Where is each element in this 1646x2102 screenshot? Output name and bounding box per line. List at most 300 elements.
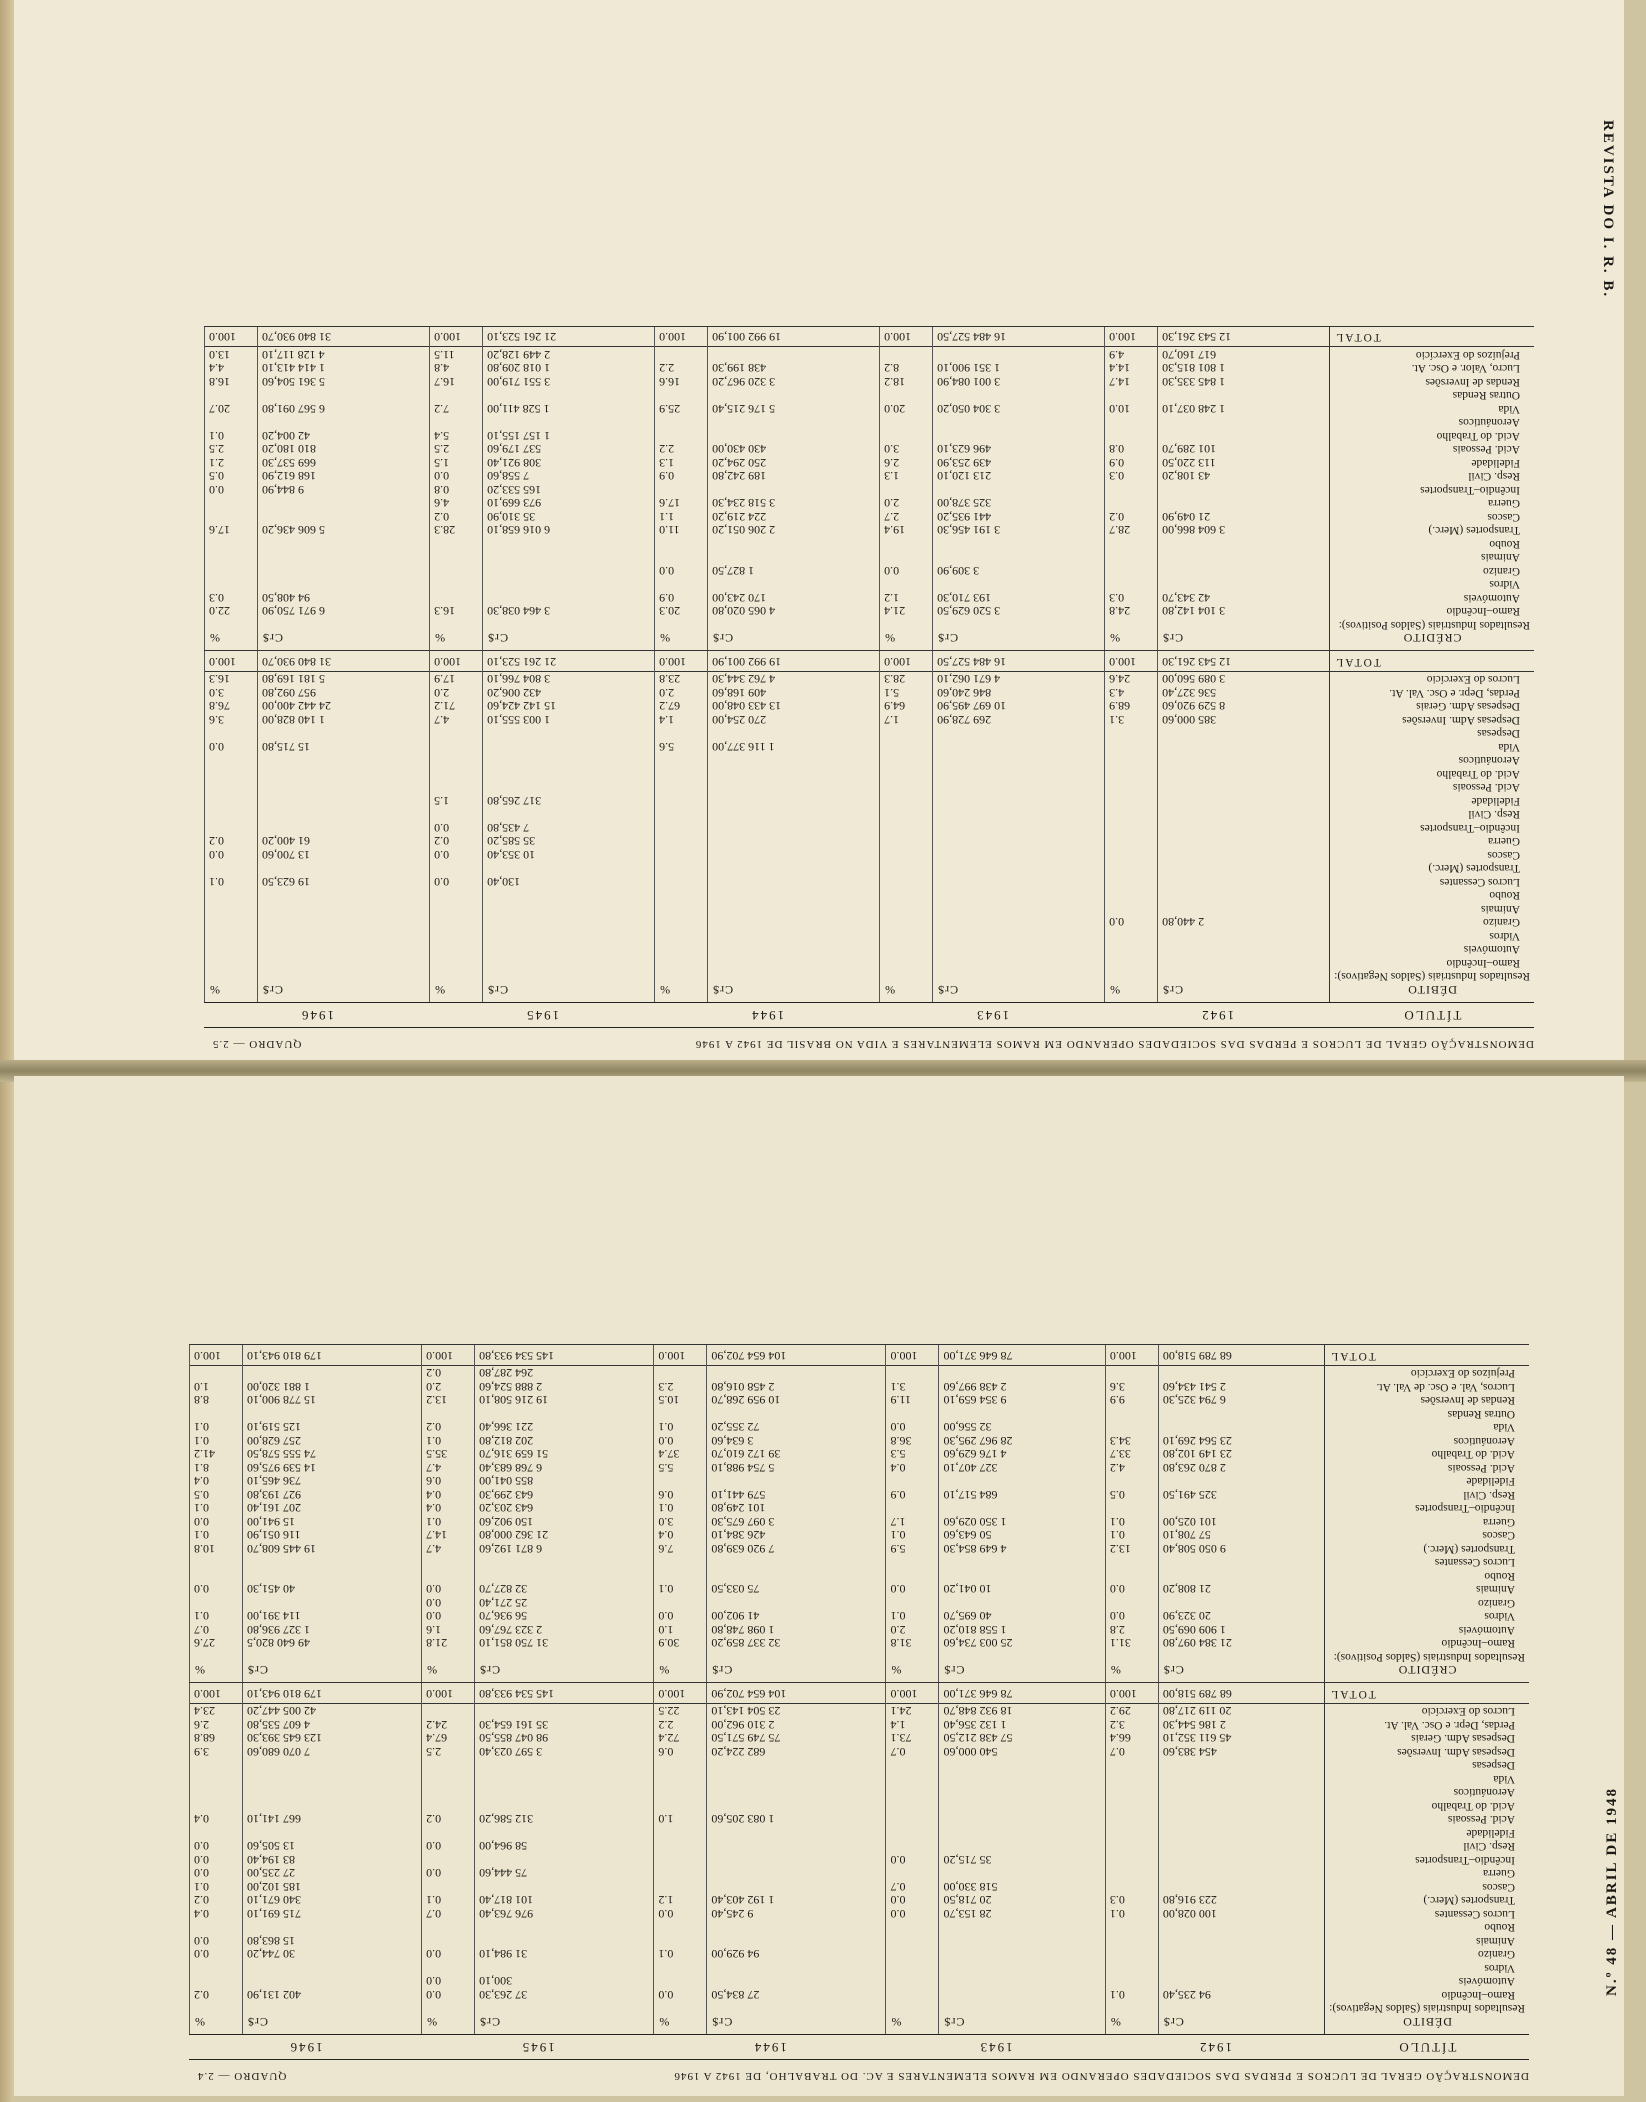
value-cell	[258, 956, 430, 970]
table-row	[190, 1461, 1530, 1475]
row-label: Transportes (Merc.)	[1325, 1542, 1529, 1556]
value-cell	[1158, 794, 1330, 808]
pct-cell: 2.2	[655, 442, 708, 456]
pct-cell: 20.0	[880, 402, 933, 416]
pct-cell: 0.1	[190, 1528, 243, 1542]
pct-cell	[1105, 780, 1158, 794]
pct-cell	[655, 726, 708, 740]
pct-cell	[1105, 1501, 1158, 1515]
pct-cell	[1105, 1947, 1158, 1961]
row-label: Vidros	[1330, 929, 1534, 943]
pct-cell: 0.0	[430, 469, 483, 483]
empty-cell	[708, 618, 880, 632]
value-cell	[483, 902, 655, 916]
pct-cell	[654, 1920, 707, 1934]
row-label: Animais	[1325, 1582, 1529, 1596]
value-cell: 30 744,20	[243, 1947, 422, 1961]
empty-cell	[243, 1650, 422, 1664]
pct-cell: 0.8	[1105, 442, 1158, 456]
pct-cell	[880, 388, 933, 402]
pct-cell	[422, 1555, 475, 1569]
unit-pct: %	[880, 631, 933, 651]
pct-cell	[205, 902, 258, 916]
value-cell	[708, 767, 880, 781]
total-pct: 100.0	[190, 1683, 243, 1704]
value-cell: 50 643,60	[939, 1528, 1105, 1542]
value-cell: 537 179,60	[483, 442, 655, 456]
pct-cell	[1105, 834, 1158, 848]
value-cell: 438 199,30	[708, 361, 880, 375]
pct-cell: 1.5	[430, 794, 483, 808]
total-value: 21 261 523,10	[483, 651, 655, 672]
value-cell: 3 597 023,40	[475, 1745, 654, 1759]
value-cell: 98 047 855,50	[475, 1731, 654, 1745]
value-cell: 24 442 400,00	[258, 699, 430, 713]
pct-cell	[205, 767, 258, 781]
row-label: Despesas Adm. Inversões	[1325, 1745, 1529, 1759]
value-cell: 94 235,40	[1158, 1988, 1324, 2002]
value-cell	[1158, 1974, 1324, 1988]
value-cell: 250 294,20	[708, 456, 880, 470]
value-cell	[707, 1596, 886, 1610]
pct-cell: 7.2	[430, 402, 483, 416]
row-label: Granizo	[1330, 915, 1534, 929]
value-cell: 20 718,50	[939, 1893, 1105, 1907]
pct-cell: 23.4	[190, 1704, 243, 1718]
pct-cell	[886, 1758, 939, 1772]
empty-cell	[1158, 969, 1330, 983]
table-row	[190, 1447, 1530, 1461]
pct-cell: 0.0	[886, 1420, 939, 1434]
value-cell: 7 070 680,60	[243, 1745, 422, 1759]
pct-cell: 0.7	[1105, 1745, 1158, 1759]
value-cell	[1158, 753, 1330, 767]
value-cell: 3 104 142,80	[1158, 604, 1330, 618]
value-cell: 9 844,90	[258, 483, 430, 497]
table-row	[205, 550, 1535, 564]
value-cell	[1158, 1596, 1324, 1610]
pct-cell	[1105, 1920, 1158, 1934]
total-value: 19 992 001,90	[708, 327, 880, 348]
pct-cell: 0.0	[430, 821, 483, 835]
value-cell	[707, 1799, 886, 1813]
pct-cell	[1105, 1799, 1158, 1813]
year-header-row	[205, 1003, 1535, 1028]
pct-cell	[205, 550, 258, 564]
value-cell: 101 817,40	[475, 1893, 654, 1907]
value-cell: 325 491,50	[1158, 1488, 1324, 1502]
pct-cell	[880, 861, 933, 875]
value-cell	[475, 1758, 654, 1772]
value-cell	[1158, 1880, 1324, 1894]
pct-cell	[654, 1758, 707, 1772]
value-cell	[933, 483, 1105, 497]
year-header: 1942	[1105, 1003, 1330, 1028]
value-cell	[1158, 956, 1330, 970]
value-cell	[1158, 1555, 1324, 1569]
value-cell: 150 902,60	[475, 1515, 654, 1529]
pct-cell: 13.2	[1105, 1542, 1158, 1556]
pct-cell: 2.0	[430, 686, 483, 700]
pct-cell	[880, 753, 933, 767]
total-pct: 100.0	[886, 1345, 939, 1366]
value-cell: 35 715,20	[939, 1853, 1105, 1867]
unit-cr: Cr$	[1158, 631, 1330, 651]
total-value: 78 646 371,00	[939, 1345, 1105, 1366]
value-cell: 32 827,70	[475, 1582, 654, 1596]
pct-cell	[1105, 388, 1158, 402]
pct-cell	[1105, 1839, 1158, 1853]
pct-cell: 37.4	[654, 1447, 707, 1461]
value-cell: 2 870 263,80	[1158, 1461, 1324, 1475]
pct-cell: 0.0	[886, 1893, 939, 1907]
pct-cell: 0.3	[1105, 469, 1158, 483]
table-row	[205, 537, 1535, 551]
pct-cell: 76.8	[205, 699, 258, 713]
pct-cell: 5.9	[886, 1542, 939, 1556]
pct-cell	[422, 1934, 475, 1948]
pct-cell: 68.9	[1105, 699, 1158, 713]
table-row	[205, 496, 1535, 510]
pct-cell: 0.9	[886, 1488, 939, 1502]
value-cell: 101 025,00	[1158, 1515, 1324, 1529]
table-row	[205, 361, 1535, 375]
pct-cell	[205, 807, 258, 821]
unit-pct: %	[1105, 631, 1158, 651]
pct-cell: 4.2	[1105, 1461, 1158, 1475]
total-pct: 100.0	[1105, 1683, 1158, 1704]
value-cell: 193 710,30	[933, 591, 1105, 605]
pct-cell	[1105, 564, 1158, 578]
value-cell	[258, 753, 430, 767]
pct-cell	[880, 888, 933, 902]
value-cell	[243, 1366, 422, 1380]
pct-cell	[205, 821, 258, 835]
table-row	[190, 1988, 1530, 2002]
empty-cell	[1105, 969, 1158, 983]
row-label: Incêndio–Transportes	[1325, 1501, 1529, 1515]
pct-cell	[655, 902, 708, 916]
pct-cell	[654, 1866, 707, 1880]
empty-cell	[205, 618, 258, 632]
pct-cell: 0.1	[1105, 1907, 1158, 1921]
value-cell	[1158, 807, 1330, 821]
empty-cell	[933, 618, 1105, 632]
empty-cell	[190, 1650, 243, 1664]
row-label: Acid. do Trabalho	[1325, 1447, 1529, 1461]
value-cell	[258, 496, 430, 510]
row-label: Acid. Pessoais	[1325, 1461, 1529, 1475]
pct-cell: 0.2	[190, 1988, 243, 2002]
pct-cell: 28.3	[880, 672, 933, 686]
pct-cell	[190, 1826, 243, 1840]
pct-cell: 0.1	[190, 1880, 243, 1894]
value-cell: 1 827,50	[708, 564, 880, 578]
value-cell: 72 355,20	[707, 1420, 886, 1434]
value-cell: 2 206 051,20	[708, 523, 880, 537]
pct-cell	[886, 1474, 939, 1488]
value-cell: 10 697 495,90	[933, 699, 1105, 713]
pct-cell	[886, 1772, 939, 1786]
pct-cell	[422, 1826, 475, 1840]
pct-cell: 1.4	[655, 713, 708, 727]
total-pct: 100.0	[430, 327, 483, 348]
value-cell: 402 131,90	[243, 1988, 422, 2002]
value-cell: 669 537,30	[258, 456, 430, 470]
pct-cell	[886, 1934, 939, 1948]
value-cell: 43 108,20	[1158, 469, 1330, 483]
unit-pct: %	[422, 2015, 475, 2035]
pct-cell: 0.6	[654, 1745, 707, 1759]
value-cell: 1 083 205,60	[707, 1812, 886, 1826]
value-cell: 18 932 848,70	[939, 1704, 1105, 1718]
value-cell	[939, 1961, 1105, 1975]
pct-cell	[654, 1974, 707, 1988]
empty-cell	[422, 2001, 475, 2015]
row-label: Cascos	[1325, 1880, 1529, 1894]
table-row	[190, 1799, 1530, 1813]
pct-cell	[880, 483, 933, 497]
pct-cell: 2.0	[880, 496, 933, 510]
pct-cell	[422, 1772, 475, 1786]
pct-cell	[422, 1704, 475, 1718]
value-cell	[475, 1853, 654, 1867]
total-pct: 100.0	[1105, 1345, 1158, 1366]
year-header: 1946	[190, 2035, 422, 2060]
pct-cell	[655, 388, 708, 402]
unit-cr: Cr$	[707, 2015, 886, 2035]
table-row	[205, 956, 1535, 970]
unit-pct: %	[430, 983, 483, 1003]
value-cell	[939, 1920, 1105, 1934]
value-cell: 75 444,60	[475, 1866, 654, 1880]
value-cell: 35 161 654,30	[475, 1718, 654, 1732]
empty-cell	[258, 618, 430, 632]
pct-cell: 0.1	[886, 1609, 939, 1623]
pct-cell: 0.0	[1105, 1582, 1158, 1596]
pct-cell: 0.9	[655, 591, 708, 605]
value-cell	[707, 1880, 886, 1894]
value-cell	[939, 1474, 1105, 1488]
unit-pct: %	[190, 2015, 243, 2035]
value-cell: 213 120,10	[933, 469, 1105, 483]
pct-cell	[655, 537, 708, 551]
table-row	[205, 429, 1535, 443]
row-label: Despesas Adm. Gerais	[1325, 1731, 1529, 1745]
year-header: 1943	[886, 2035, 1105, 2060]
unit-pct: %	[654, 1663, 707, 1683]
pct-cell: 33.7	[1105, 1447, 1158, 1461]
pct-cell: 11.0	[655, 523, 708, 537]
pct-cell: 0.0	[654, 1609, 707, 1623]
pct-cell	[190, 1758, 243, 1772]
pct-cell: 8.8	[190, 1393, 243, 1407]
pct-cell: 2.5	[422, 1745, 475, 1759]
value-cell: 667 141,10	[243, 1812, 422, 1826]
pct-cell: 0.1	[422, 1515, 475, 1529]
table-row	[190, 1488, 1530, 1502]
value-cell	[483, 942, 655, 956]
value-cell: 19 623,50	[258, 875, 430, 889]
value-cell: 540 000,60	[939, 1745, 1105, 1759]
pct-cell: 10.5	[654, 1393, 707, 1407]
unit-pct: %	[1105, 2015, 1158, 2035]
row-label: Rendas de Inversões	[1325, 1393, 1529, 1407]
value-cell	[708, 929, 880, 943]
pct-cell: 3.0	[205, 686, 258, 700]
value-cell: 4 671 062,10	[933, 672, 1105, 686]
pct-cell	[422, 1758, 475, 1772]
row-label: Perdas, Depr. e Osc. Val. At.	[1325, 1718, 1529, 1732]
total-value: 12 543 261,30	[1158, 651, 1330, 672]
row-label: Incêndio–Transportes	[1330, 483, 1534, 497]
pct-cell	[1105, 848, 1158, 862]
row-label: Vida	[1325, 1420, 1529, 1434]
pct-cell	[655, 875, 708, 889]
value-cell: 1 140 828,00	[258, 713, 430, 727]
value-cell: 10 959 268,70	[707, 1393, 886, 1407]
pct-cell	[654, 1853, 707, 1867]
value-cell: 6 794 325,30	[1158, 1393, 1324, 1407]
pct-cell: 0.1	[654, 1582, 707, 1596]
pct-cell: 10.8	[190, 1542, 243, 1556]
table-row	[205, 753, 1535, 767]
value-cell: 15 142 424,60	[483, 699, 655, 713]
table-row	[190, 1839, 1530, 1853]
pct-cell	[880, 429, 933, 443]
pct-cell	[654, 1474, 707, 1488]
value-cell: 2 541 434,60	[1158, 1380, 1324, 1394]
value-cell: 4 176 629,60	[939, 1447, 1105, 1461]
value-cell: 19 445 608,70	[243, 1542, 422, 1556]
pct-cell: 1.2	[654, 1893, 707, 1907]
pct-cell: 1.0	[654, 1812, 707, 1826]
page-edge	[0, 0, 14, 2102]
pct-cell: 13.0	[205, 347, 258, 361]
value-cell	[1158, 780, 1330, 794]
value-cell: 58 964,00	[475, 1839, 654, 1853]
pct-cell: 0.7	[886, 1745, 939, 1759]
pct-cell: 0.1	[654, 1501, 707, 1515]
value-cell	[933, 807, 1105, 821]
pct-cell: 20.7	[205, 402, 258, 416]
results-label: Resultados Industriais (Saldos Negativos):	[1325, 2001, 1529, 2015]
value-cell: 20 323,90	[1158, 1609, 1324, 1623]
pct-cell: 7.6	[654, 1542, 707, 1556]
table-row	[205, 888, 1535, 902]
table-row	[190, 1853, 1530, 1867]
table-row	[205, 740, 1535, 754]
value-cell	[475, 1555, 654, 1569]
row-label: Automóveis	[1325, 1623, 1529, 1637]
pct-cell	[205, 415, 258, 429]
table-row	[205, 415, 1535, 429]
pct-cell	[422, 1407, 475, 1421]
value-cell	[475, 1799, 654, 1813]
value-cell: 643 299,30	[475, 1488, 654, 1502]
pct-cell	[1105, 1555, 1158, 1569]
unit-cr: Cr$	[933, 983, 1105, 1003]
empty-cell	[1158, 2001, 1324, 2015]
pct-cell: 16.7	[430, 375, 483, 389]
value-cell: 7 558,60	[483, 469, 655, 483]
value-cell: 518 330,00	[939, 1880, 1105, 1894]
total-pct: 100.0	[205, 651, 258, 672]
pct-cell: 3.1	[1105, 713, 1158, 727]
pct-cell: 0.1	[1105, 1528, 1158, 1542]
total-label: TOTAL	[1325, 1683, 1529, 1704]
pct-cell: 0.0	[886, 1907, 939, 1921]
pct-cell: 71.2	[430, 699, 483, 713]
pct-cell: 11.5	[430, 347, 483, 361]
value-cell	[933, 740, 1105, 754]
value-cell: 168 612,90	[258, 469, 430, 483]
value-cell: 40 451,30	[243, 1582, 422, 1596]
unit-pct: %	[430, 631, 483, 651]
pct-cell: 0.0	[205, 848, 258, 862]
pct-cell: 5.4	[430, 429, 483, 443]
table-row	[190, 1718, 1530, 1732]
unit-cr: Cr$	[708, 983, 880, 1003]
value-cell	[258, 726, 430, 740]
pct-cell: 1.7	[880, 713, 933, 727]
value-cell	[483, 929, 655, 943]
value-cell: 23 504 143,10	[707, 1704, 886, 1718]
pct-cell	[886, 1974, 939, 1988]
pct-cell: 2.2	[655, 361, 708, 375]
value-cell	[258, 902, 430, 916]
empty-cell	[475, 1650, 654, 1664]
table-row	[205, 699, 1535, 713]
total-pct: 100.0	[880, 327, 933, 348]
row-label: Resp. Civil	[1325, 1488, 1529, 1502]
value-cell: 61 400,20	[258, 834, 430, 848]
pct-cell	[654, 1961, 707, 1975]
value-cell	[708, 388, 880, 402]
value-cell: 312 586,20	[475, 1812, 654, 1826]
row-label: Despesas	[1330, 726, 1534, 740]
pct-cell: 4.6	[430, 496, 483, 510]
total-pct: 100.0	[886, 1683, 939, 1704]
total-value: 145 534 933,80	[475, 1683, 654, 1704]
value-cell: 1 132 356,40	[939, 1718, 1105, 1732]
value-cell: 846 240,60	[933, 686, 1105, 700]
empty-cell	[205, 969, 258, 983]
value-cell	[483, 740, 655, 754]
value-cell	[939, 1772, 1105, 1786]
pct-cell	[205, 888, 258, 902]
pct-cell	[205, 753, 258, 767]
table-row	[205, 942, 1535, 956]
value-cell: 736 465,10	[243, 1474, 422, 1488]
row-label: Guerra	[1330, 834, 1534, 848]
pct-cell	[190, 1961, 243, 1975]
value-cell: 6 871 192,60	[475, 1542, 654, 1556]
row-label: Fidelidade	[1330, 794, 1534, 808]
row-label: Lucros Cessantes	[1325, 1907, 1529, 1921]
value-cell	[483, 388, 655, 402]
unit-cr: Cr$	[1158, 983, 1330, 1003]
pct-cell	[1105, 888, 1158, 902]
value-cell: 10 041,20	[939, 1582, 1105, 1596]
value-cell: 308 921,40	[483, 456, 655, 470]
pct-cell	[205, 861, 258, 875]
value-cell: 1 192 403,40	[707, 1893, 886, 1907]
value-cell	[708, 902, 880, 916]
table-row	[190, 1582, 1530, 1596]
row-label: Guerra	[1325, 1866, 1529, 1880]
empty-cell	[483, 618, 655, 632]
